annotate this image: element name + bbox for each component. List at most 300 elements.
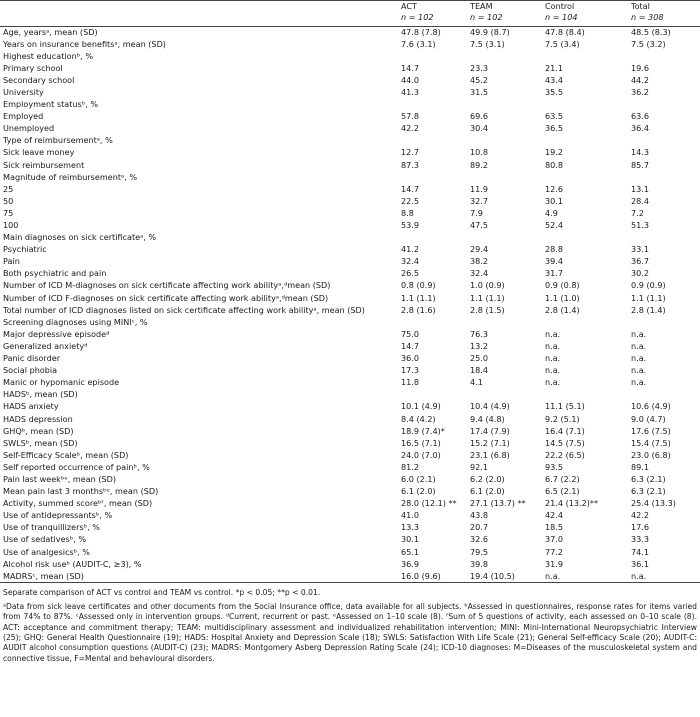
cell-value: 33.1 xyxy=(631,244,650,255)
table-row xyxy=(0,353,700,365)
cell-team xyxy=(467,172,542,184)
row-label: Sick leave money xyxy=(3,147,75,158)
cell-act xyxy=(398,196,467,208)
row-label: HADS anxiety xyxy=(3,401,59,412)
cell-act xyxy=(398,414,467,426)
table-row xyxy=(0,414,700,426)
cell-value: 6.3 (2.1) xyxy=(631,473,666,484)
cell-total xyxy=(628,87,700,99)
cell-control xyxy=(542,510,628,522)
cell-value: 43.4 xyxy=(545,74,564,85)
cell-value: 25.4 (13.3) xyxy=(631,498,676,509)
cell-control xyxy=(542,389,628,401)
cell-value: 8.4 (4.2) xyxy=(401,413,436,424)
cell-control xyxy=(542,232,628,244)
cell-act xyxy=(398,293,467,305)
table-row xyxy=(0,329,700,341)
cell-total xyxy=(628,184,700,196)
row-label: Self reported occurrence of painᵇ, % xyxy=(3,461,150,472)
cell-act xyxy=(398,244,467,256)
table-row xyxy=(0,232,700,244)
table-row xyxy=(0,280,700,292)
cell-value: 17.6 xyxy=(631,522,650,533)
cell-value: 17.4 (7.9) xyxy=(470,425,510,436)
cell-value: 18.5 xyxy=(545,522,564,533)
row-label: Age, yearsᵃ, mean (SD) xyxy=(3,27,98,37)
row-label: Screening diagnoses using MINIᶜ, % xyxy=(3,316,148,327)
cell-value: 41.2 xyxy=(401,244,420,255)
cell-value: 63.5 xyxy=(545,111,564,122)
table-notes xyxy=(0,583,700,664)
cell-team xyxy=(467,232,542,244)
cell-control xyxy=(542,571,628,583)
cell-total xyxy=(628,438,700,450)
table-row xyxy=(0,365,700,377)
cell-value: 6.5 (2.1) xyxy=(545,486,580,497)
table-row xyxy=(0,305,700,317)
cell-value: 33.3 xyxy=(631,534,650,545)
table-row xyxy=(0,220,700,232)
cell-act xyxy=(398,220,467,232)
row-label: University xyxy=(3,86,44,97)
row-label: Number of ICD M-diagnoses on sick certificate affecting work abilityᵃ,ᵈmean (SD) xyxy=(3,280,331,291)
cell-value: 7.5 (3.4) xyxy=(545,38,580,49)
cell-control xyxy=(542,75,628,87)
cell-team xyxy=(467,244,542,256)
cell-value: 23.0 (6.8) xyxy=(631,449,671,460)
cell-act xyxy=(398,280,467,292)
cell-value: n.a. xyxy=(545,365,561,376)
cell-total xyxy=(628,280,700,292)
cell-value: 4.9 xyxy=(545,207,558,218)
row-label: GHQᵇ, mean (SD) xyxy=(3,425,74,436)
cell-value: 37.0 xyxy=(545,534,564,545)
cell-team xyxy=(467,63,542,75)
cell-total xyxy=(628,147,700,159)
cell-team xyxy=(467,196,542,208)
cell-control xyxy=(542,160,628,172)
cell-value: 92.1 xyxy=(470,461,489,472)
cell-act xyxy=(398,486,467,498)
cell-team xyxy=(467,474,542,486)
cell-act xyxy=(398,160,467,172)
cell-control xyxy=(542,522,628,534)
table-row xyxy=(0,87,700,99)
cell-value: 80.8 xyxy=(545,159,564,170)
cell-control xyxy=(542,220,628,232)
cell-team xyxy=(467,571,542,583)
cell-team xyxy=(467,534,542,546)
cell-control xyxy=(542,123,628,135)
cell-value: 32.4 xyxy=(470,268,489,279)
cell-team xyxy=(467,547,542,559)
cell-value: 1.1 (1.0) xyxy=(545,292,580,303)
cell-value: 6.3 (2.1) xyxy=(631,486,666,497)
cell-value: 17.6 (7.5) xyxy=(631,425,671,436)
cell-value: n.a. xyxy=(545,353,561,364)
cell-value: 31.7 xyxy=(545,268,564,279)
cell-control xyxy=(542,329,628,341)
cell-value: n.a. xyxy=(631,353,647,364)
table-row xyxy=(0,51,700,63)
cell-total xyxy=(628,111,700,123)
table-header-row xyxy=(0,1,700,27)
cell-value: 89.1 xyxy=(631,461,650,472)
cell-total xyxy=(628,39,700,51)
significance-note: Separate comparison of ACT vs control and TEAM vs control. *p < 0.05; **p < 0.01. xyxy=(3,588,321,598)
cell-value: 18.9 (7.4)* xyxy=(401,425,445,436)
cell-value: 32.7 xyxy=(470,195,489,206)
cell-control xyxy=(542,498,628,510)
cell-team xyxy=(467,522,542,534)
cell-value: 32.6 xyxy=(470,534,489,545)
cell-control xyxy=(542,305,628,317)
cell-team xyxy=(467,401,542,413)
cell-value: 13.2 xyxy=(470,340,489,351)
table-row xyxy=(0,99,700,111)
cell-team xyxy=(467,305,542,317)
cell-act xyxy=(398,305,467,317)
cell-control xyxy=(542,474,628,486)
cell-value: 9.2 (5.1) xyxy=(545,413,580,424)
table-row xyxy=(0,377,700,389)
cell-act xyxy=(398,63,467,75)
cell-control xyxy=(542,111,628,123)
cell-value: 12.7 xyxy=(401,147,420,158)
row-label: Number of ICD F-diagnoses on sick certificate affecting work abilityᵃ,ᵈmean (SD) xyxy=(3,292,329,303)
cell-total xyxy=(628,123,700,135)
cell-total xyxy=(628,365,700,377)
cell-total xyxy=(628,268,700,280)
table-row xyxy=(0,75,700,87)
cell-value: 81.2 xyxy=(401,461,420,472)
cell-value: 42.4 xyxy=(545,510,564,521)
cell-value: n.a. xyxy=(545,377,561,388)
cell-act xyxy=(398,27,467,39)
cell-control xyxy=(542,486,628,498)
cell-total xyxy=(628,522,700,534)
cell-value: 16.5 (7.1) xyxy=(401,437,441,448)
cell-control xyxy=(542,244,628,256)
cell-control xyxy=(542,559,628,571)
table-row xyxy=(0,111,700,123)
row-label: Manic or hypomanic episode xyxy=(3,377,120,388)
cell-act xyxy=(398,341,467,353)
cell-team xyxy=(467,135,542,147)
cell-control xyxy=(542,377,628,389)
cell-team xyxy=(467,389,542,401)
cell-team xyxy=(467,256,542,268)
cell-value: 10.4 (4.9) xyxy=(470,401,510,412)
cell-control xyxy=(542,51,628,63)
cell-value: n.a. xyxy=(631,328,647,339)
cell-control xyxy=(542,426,628,438)
table-row xyxy=(0,438,700,450)
cell-act xyxy=(398,51,467,63)
cell-value: 75.0 xyxy=(401,328,420,339)
cell-value: 15.4 (7.5) xyxy=(631,437,671,448)
cell-control xyxy=(542,184,628,196)
cell-team xyxy=(467,160,542,172)
cell-control xyxy=(542,147,628,159)
footnotes: ᵃData from sick leave certificates and other documents from the Social Insurance office, data available for all subjects. ᵇAssessed in questionnaires, response rates for items varied from 74% to 87%. ᶜAssessed only in intervention groups. ᵈCurrent, recurrent or past. ᵉAssessed on 1–10 scale (8). ᶠSum of 5 questions of activity, each assessed on 0–10 scale (8). ACT: acceptance and commitment therapy; TEAM: multidisciplinary assessment and individualized rehabilitation intervention; MINI: Mini-International Neuropsychiatric Interview (25); GHQ: General Health Questionnaire (19); HADS: Hospital Anxiety and Depression Scale (18); SWLS: Satisfaction With Life Scale (21); General Self-efficacy Scale (20); AUDIT-C: AUDIT alcohol consumption questions (AUDIT-C) (23); MADRS: Montgomery Asberg Depression Rating Scale (24); ICD-10 diagnoses: M=Diseases of the musculoskeletal system and connective tissue, F=Mental and behavioural disorders. xyxy=(3,601,697,663)
cell-value: 7.6 (3.1) xyxy=(401,38,436,49)
cell-value: 9.4 (4.8) xyxy=(470,413,505,424)
cell-value: 16.4 (7.1) xyxy=(545,425,585,436)
cell-value: 51.3 xyxy=(631,220,650,230)
cell-control xyxy=(542,293,628,305)
cell-control xyxy=(542,317,628,329)
table-row xyxy=(0,63,700,75)
cell-value: 6.1 (2.0) xyxy=(470,486,505,497)
cell-value: 14.7 xyxy=(401,183,420,194)
cell-total xyxy=(628,135,700,147)
cell-value: 6.7 (2.2) xyxy=(545,473,580,484)
cell-control xyxy=(542,353,628,365)
cell-value: 7.2 xyxy=(631,207,644,218)
cell-value: 36.9 xyxy=(401,558,420,569)
cell-team xyxy=(467,426,542,438)
cell-act xyxy=(398,268,467,280)
cell-value: 1.1 (1.1) xyxy=(401,292,436,303)
cell-value: n.a. xyxy=(545,570,561,581)
cell-act xyxy=(398,438,467,450)
cell-value: 26.5 xyxy=(401,268,420,279)
table-row xyxy=(0,160,700,172)
table-row xyxy=(0,474,700,486)
cell-total xyxy=(628,99,700,111)
cell-team xyxy=(467,27,542,39)
cell-team xyxy=(467,462,542,474)
table-row xyxy=(0,135,700,147)
row-label: Pain xyxy=(3,256,20,267)
row-label: Activity, summed scoreᵇᶠ, mean (SD) xyxy=(3,498,153,509)
cell-value: 30.2 xyxy=(631,268,650,279)
cell-team xyxy=(467,341,542,353)
cell-total xyxy=(628,341,700,353)
cell-value: 47.8 (7.8) xyxy=(401,27,441,37)
cell-total xyxy=(628,232,700,244)
cell-total xyxy=(628,462,700,474)
cell-act xyxy=(398,232,467,244)
cell-value: 42.2 xyxy=(401,123,420,134)
cell-value: 7.5 (3.2) xyxy=(631,38,666,49)
cell-value: 36.2 xyxy=(631,86,650,97)
cell-total xyxy=(628,160,700,172)
cell-value: 15.2 (7.1) xyxy=(470,437,510,448)
cell-team xyxy=(467,87,542,99)
cell-value: 29.4 xyxy=(470,244,489,255)
cell-control xyxy=(542,450,628,462)
cell-total xyxy=(628,389,700,401)
cell-team xyxy=(467,438,542,450)
cell-control xyxy=(542,438,628,450)
cell-control xyxy=(542,87,628,99)
table-row xyxy=(0,522,700,534)
cell-control xyxy=(542,547,628,559)
cell-value: 14.7 xyxy=(401,62,420,73)
row-label: Panic disorder xyxy=(3,353,61,364)
cell-value: 2.8 (1.4) xyxy=(545,304,580,315)
cell-value: 10.1 (4.9) xyxy=(401,401,441,412)
cell-total xyxy=(628,377,700,389)
cell-value: n.a. xyxy=(631,365,647,376)
cell-total xyxy=(628,571,700,583)
row-label: Sick reimbursement xyxy=(3,159,85,170)
cell-team xyxy=(467,317,542,329)
cell-act xyxy=(398,147,467,159)
row-label: Employment statusᵇ, % xyxy=(3,99,99,110)
table-row xyxy=(0,317,700,329)
cell-total xyxy=(628,534,700,546)
row-label: Both psychiatric and pain xyxy=(3,268,107,279)
cell-value: 11.8 xyxy=(401,377,420,388)
cell-value: 44.0 xyxy=(401,74,420,85)
cell-team xyxy=(467,280,542,292)
cell-value: 11.1 (5.1) xyxy=(545,401,585,412)
table-row xyxy=(0,341,700,353)
cell-value: 36.1 xyxy=(631,558,650,569)
cell-value: 14.7 xyxy=(401,340,420,351)
cell-value: 76.3 xyxy=(470,328,489,339)
cell-total xyxy=(628,244,700,256)
cell-total xyxy=(628,63,700,75)
cell-total xyxy=(628,75,700,87)
cell-act xyxy=(398,534,467,546)
cell-value: 4.1 xyxy=(470,377,483,388)
cell-value: 19.6 xyxy=(631,62,650,73)
cell-value: n.a. xyxy=(545,340,561,351)
table-row xyxy=(0,184,700,196)
table-row xyxy=(0,547,700,559)
row-label: Highest educationᵇ, % xyxy=(3,50,94,61)
cell-value: 23.3 xyxy=(470,62,489,73)
header-control: Control n = 104 xyxy=(542,1,628,27)
cell-total xyxy=(628,172,700,184)
cell-value: n.a. xyxy=(631,570,647,581)
cell-value: 10.6 (4.9) xyxy=(631,401,671,412)
cell-value: 42.2 xyxy=(631,510,650,521)
cell-value: 8.8 xyxy=(401,207,414,218)
cell-value: 74.1 xyxy=(631,546,650,557)
table-row xyxy=(0,534,700,546)
cell-act xyxy=(398,184,467,196)
cell-control xyxy=(542,135,628,147)
cell-team xyxy=(467,220,542,232)
cell-value: 0.9 (0.8) xyxy=(545,280,580,291)
cell-team xyxy=(467,498,542,510)
cell-act xyxy=(398,450,467,462)
row-label: Primary school xyxy=(3,62,63,73)
header-label-cell xyxy=(0,1,398,27)
cell-total xyxy=(628,486,700,498)
cell-value: 2.8 (1.5) xyxy=(470,304,505,315)
table-body xyxy=(0,27,700,583)
cell-value: 45.2 xyxy=(470,74,489,85)
cell-team xyxy=(467,111,542,123)
cell-value: n.a. xyxy=(631,377,647,388)
cell-value: 7.9 xyxy=(470,207,483,218)
cell-total xyxy=(628,256,700,268)
cell-value: 30.4 xyxy=(470,123,489,134)
cell-team xyxy=(467,486,542,498)
cell-value: 27.1 (13.7) ** xyxy=(470,498,526,509)
cell-act xyxy=(398,256,467,268)
cell-total xyxy=(628,220,700,232)
cell-value: 36.7 xyxy=(631,256,650,267)
cell-value: 18.4 xyxy=(470,365,489,376)
cell-value: 17.3 xyxy=(401,365,420,376)
cell-value: 87.3 xyxy=(401,159,420,170)
row-label: Employed xyxy=(3,111,44,122)
cell-team xyxy=(467,329,542,341)
cell-value: 22.2 (6.5) xyxy=(545,449,585,460)
cell-act xyxy=(398,426,467,438)
cell-total xyxy=(628,401,700,413)
row-label: Magnitude of reimbursementᵃ, % xyxy=(3,171,138,182)
table-row xyxy=(0,498,700,510)
cell-total xyxy=(628,426,700,438)
cell-team xyxy=(467,293,542,305)
cell-act xyxy=(398,123,467,135)
cell-control xyxy=(542,280,628,292)
row-label: Generalized anxietyᵈ xyxy=(3,340,88,351)
table-row xyxy=(0,27,700,39)
cell-value: 2.8 (1.6) xyxy=(401,304,436,315)
cell-act xyxy=(398,208,467,220)
cell-value: 85.7 xyxy=(631,159,650,170)
cell-control xyxy=(542,341,628,353)
cell-team xyxy=(467,268,542,280)
cell-value: 43.8 xyxy=(470,510,489,521)
cell-team xyxy=(467,51,542,63)
cell-act xyxy=(398,522,467,534)
cell-act xyxy=(398,571,467,583)
cell-act xyxy=(398,75,467,87)
table-row xyxy=(0,389,700,401)
cell-value: 11.9 xyxy=(470,183,489,194)
cell-value: 2.8 (1.4) xyxy=(631,304,666,315)
row-label: MADRSᶜ, mean (SD) xyxy=(0,571,398,583)
cell-total xyxy=(628,559,700,571)
cell-total xyxy=(628,293,700,305)
cell-team xyxy=(467,353,542,365)
header-team: TEAM n = 102 xyxy=(467,1,542,27)
cell-value: 77.2 xyxy=(545,546,564,557)
cell-total xyxy=(628,317,700,329)
cell-value: 89.2 xyxy=(470,159,489,170)
cell-control xyxy=(542,462,628,474)
cell-value: 47.5 xyxy=(470,220,489,230)
cell-team xyxy=(467,414,542,426)
row-label: Secondary school xyxy=(3,74,75,85)
cell-team xyxy=(467,450,542,462)
row-label: Use of sedativesᵇ, % xyxy=(3,534,87,545)
cell-value: 93.5 xyxy=(545,461,564,472)
table-row xyxy=(0,559,700,571)
cell-value: 22.5 xyxy=(401,195,420,206)
cell-act xyxy=(398,474,467,486)
cell-act xyxy=(398,172,467,184)
cell-value: 21.4 (13.2)** xyxy=(545,498,599,509)
cell-value: 28.8 xyxy=(545,244,564,255)
table-row xyxy=(0,571,700,583)
cell-value: 57.8 xyxy=(401,111,420,122)
cell-act xyxy=(398,377,467,389)
cell-act xyxy=(398,547,467,559)
cell-team xyxy=(467,75,542,87)
cell-act xyxy=(398,559,467,571)
